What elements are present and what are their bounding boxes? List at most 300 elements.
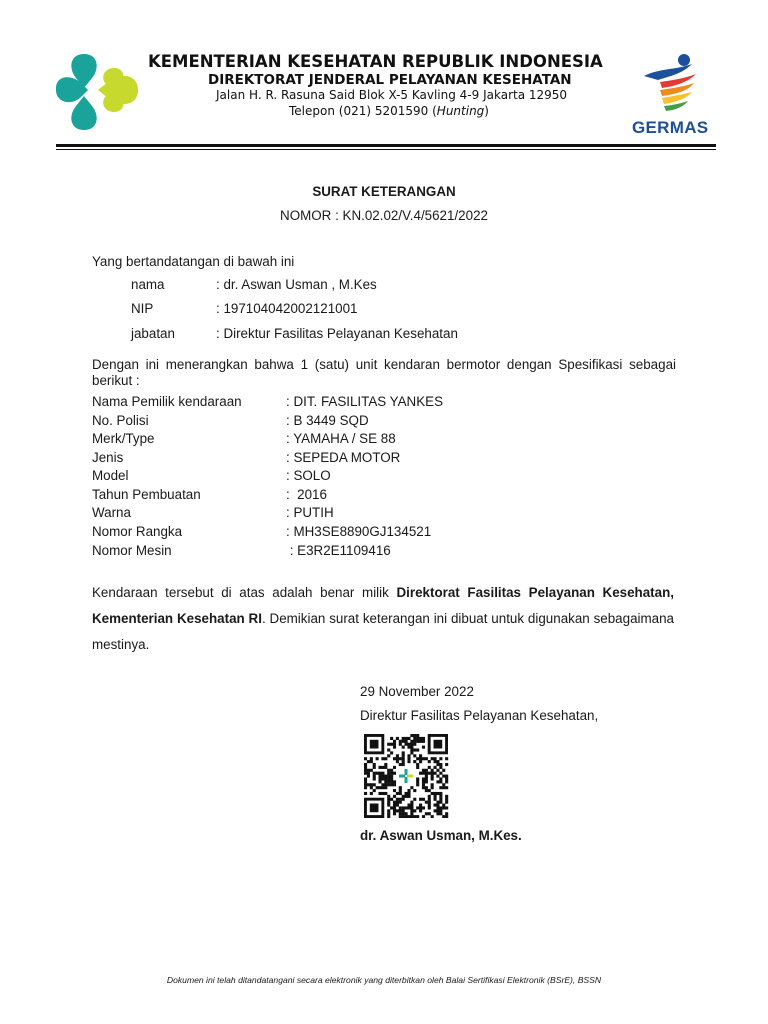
qr-module [434, 772, 437, 775]
qr-module [367, 775, 370, 778]
qr-module [367, 769, 370, 772]
qr-module [413, 740, 416, 743]
qr-module [416, 783, 419, 786]
qr-module [393, 780, 396, 783]
qr-module [416, 757, 419, 760]
qr-module [393, 795, 396, 798]
qr-module [445, 801, 448, 804]
qr-module [390, 777, 393, 780]
qr-module [376, 786, 379, 789]
qr-module [436, 812, 439, 815]
qr-module [439, 795, 442, 798]
qr-module [439, 757, 442, 760]
qr-module [370, 804, 379, 813]
qr-module [407, 789, 410, 792]
vehicle-label: No. Polisi [92, 413, 149, 428]
qr-module [407, 775, 413, 778]
qr-module [422, 783, 425, 786]
qr-module [405, 740, 408, 743]
qr-module [381, 766, 384, 769]
directorate-name: DIREKTORAT JENDERAL PELAYANAN KESEHATAN [208, 72, 572, 88]
qr-module [436, 763, 439, 766]
qr-module [439, 777, 442, 780]
qr-module [384, 777, 387, 780]
qr-module [416, 780, 419, 783]
qr-module [413, 809, 416, 812]
qr-module [364, 766, 367, 769]
qr-module [378, 772, 381, 775]
qr-module [416, 763, 419, 766]
qr-module [364, 772, 367, 775]
qr-module [413, 737, 416, 740]
qr-module [445, 798, 448, 801]
qr-module [422, 772, 425, 775]
qr-module [405, 815, 408, 818]
qr-module [416, 766, 419, 769]
qr-module [439, 766, 442, 769]
qr-module [425, 775, 428, 778]
qr-module [419, 804, 422, 807]
letter-title: SURAT KETERANGAN [312, 184, 456, 199]
qr-module [399, 757, 402, 760]
qr-module [399, 812, 402, 815]
qr-module [407, 804, 410, 807]
qr-module [373, 789, 376, 792]
qr-module [407, 760, 410, 763]
qr-module [425, 772, 428, 775]
qr-module [428, 795, 431, 798]
qr-module [410, 746, 413, 749]
qr-module [416, 806, 419, 809]
qr-module [410, 734, 413, 737]
qr-module [439, 780, 442, 783]
qr-module [399, 775, 405, 778]
qr-module [387, 804, 390, 807]
vehicle-value: : E3R2E1109416 [286, 543, 391, 558]
e-signature-qr-code [364, 734, 452, 818]
qr-module [425, 812, 428, 815]
qr-module [387, 812, 390, 815]
qr-module [422, 769, 425, 772]
qr-module [434, 740, 443, 749]
signer-value: : 197104042002121001 [216, 301, 358, 316]
qr-module [384, 780, 387, 783]
vehicle-value: : SOLO [286, 468, 331, 483]
qr-module [390, 751, 393, 754]
qr-module [373, 775, 376, 778]
qr-module [445, 806, 448, 809]
qr-module [434, 760, 437, 763]
qr-module [405, 743, 408, 746]
qr-module [378, 786, 381, 789]
qr-module [410, 751, 413, 754]
qr-module [390, 780, 393, 783]
qr-module [422, 757, 425, 760]
qr-module [384, 792, 387, 795]
qr-module [373, 763, 376, 766]
qr-module [419, 798, 422, 801]
qr-module [402, 754, 405, 757]
qr-module [431, 757, 434, 760]
qr-module [402, 760, 405, 763]
qr-module [416, 815, 419, 818]
qr-module [367, 760, 370, 763]
esign-footer-note: Dokumen ini telah ditandatangani secara elektronik yang diterbitkan oleh Balai Sertifikasi Elektronik (BSrE), BSSN [166, 975, 602, 985]
signer-label: NIP [131, 301, 154, 316]
qr-module [436, 780, 439, 783]
qr-module [425, 769, 428, 772]
qr-module [413, 734, 416, 737]
qr-module [364, 769, 367, 772]
qr-module [439, 792, 442, 795]
qr-module [428, 806, 431, 809]
qr-module [405, 812, 408, 815]
qr-module [396, 801, 399, 804]
qr-module [370, 740, 379, 749]
qr-module [428, 766, 431, 769]
qr-module [373, 772, 376, 775]
qr-module [442, 815, 445, 818]
qr-module [402, 798, 405, 801]
qr-module [384, 775, 387, 778]
qr-module [407, 754, 410, 757]
qr-module [422, 786, 425, 789]
qr-module [384, 783, 387, 786]
vehicle-value: : PUTIH [286, 505, 334, 520]
qr-module [425, 780, 428, 783]
qr-module [387, 809, 390, 812]
qr-module [439, 786, 442, 789]
qr-module [399, 743, 402, 746]
qr-module [431, 786, 434, 789]
qr-module [419, 760, 422, 763]
qr-module [399, 789, 402, 792]
qr-module [442, 786, 445, 789]
vehicle-value: : 2016 [286, 487, 327, 502]
qr-module [396, 760, 399, 763]
qr-module [431, 792, 434, 795]
qr-module [390, 743, 393, 746]
qr-module [370, 769, 373, 772]
qr-module [405, 737, 408, 740]
qr-module [399, 809, 402, 812]
qr-module [364, 783, 367, 786]
qr-module [393, 806, 396, 809]
qr-module [413, 789, 416, 792]
qr-module [422, 815, 425, 818]
qr-module [410, 806, 413, 809]
qr-module [419, 737, 422, 740]
qr-module [390, 737, 393, 740]
qr-module [445, 795, 448, 798]
qr-module [413, 815, 416, 818]
intro-line: Yang bertandatangan di bawah ini [92, 254, 295, 269]
qr-module [399, 815, 402, 818]
qr-module [370, 786, 373, 789]
qr-module [428, 798, 431, 801]
qr-module [431, 815, 434, 818]
signer-value: : Direktur Fasilitas Pelayanan Kesehatan [216, 326, 458, 341]
qr-module [384, 766, 387, 769]
qr-module [413, 798, 416, 801]
vehicle-label: Tahun Pembuatan [92, 487, 201, 502]
qr-module [387, 769, 390, 772]
qr-module [436, 809, 439, 812]
qr-module [410, 743, 413, 746]
qr-module [405, 806, 408, 809]
qr-module [396, 809, 399, 812]
qr-module [381, 772, 384, 775]
qr-module [436, 775, 439, 778]
vehicle-label: Nomor Mesin [92, 543, 172, 558]
qr-module [396, 757, 399, 760]
phone-note: Hunting [436, 104, 485, 118]
qr-module [410, 809, 413, 812]
qr-module [390, 806, 393, 809]
qr-module [410, 801, 413, 804]
qr-module [445, 780, 448, 783]
vehicle-value: : MH3SE8890GJ134521 [286, 524, 432, 539]
qr-module [378, 777, 381, 780]
vehicle-label: Nomor Rangka [92, 524, 183, 539]
qr-module [402, 815, 405, 818]
qr-module [425, 757, 428, 760]
phone-line [289, 104, 489, 118]
qr-module [376, 757, 379, 760]
qr-module [436, 806, 439, 809]
qr-module [428, 772, 431, 775]
qr-module [393, 812, 396, 815]
qr-module [428, 760, 431, 763]
qr-module [381, 792, 384, 795]
qr-module [376, 772, 379, 775]
qr-module [431, 783, 434, 786]
qr-module [393, 743, 396, 746]
qr-module [434, 792, 437, 795]
closing-text-2: . Demikian surat keterangan ini dibuat untuk digunakan sebagaimana mestinya. [92, 611, 674, 652]
qr-module [419, 809, 422, 812]
qr-module [381, 757, 384, 760]
qr-module [428, 789, 431, 792]
qr-module [390, 798, 393, 801]
qr-module [399, 798, 402, 801]
qr-module [370, 757, 373, 760]
qr-module [431, 775, 434, 778]
qr-module [439, 772, 442, 775]
qr-module [370, 760, 373, 763]
qr-module [419, 772, 422, 775]
qr-module [428, 812, 431, 815]
qr-module [381, 786, 384, 789]
qr-module [367, 772, 370, 775]
signer-name: dr. Aswan Usman, M.Kes. [360, 828, 522, 843]
qr-module [396, 792, 399, 795]
qr-module [422, 806, 425, 809]
vehicle-value: : B 3449 SQD [286, 413, 369, 428]
qr-module [393, 740, 396, 743]
qr-module [384, 757, 387, 760]
qr-module [422, 746, 425, 749]
qr-module [396, 798, 399, 801]
qr-module [387, 783, 390, 786]
qr-module [410, 815, 413, 818]
qr-module [436, 760, 439, 763]
qr-module [387, 772, 390, 775]
qr-module [364, 792, 367, 795]
qr-module [416, 740, 419, 743]
qr-module [387, 743, 390, 746]
qr-module [416, 777, 419, 780]
closing-paragraph [92, 580, 674, 658]
qr-module [393, 804, 396, 807]
qr-module [396, 804, 399, 807]
qr-module [442, 804, 445, 807]
qr-module [434, 757, 437, 760]
qr-module [425, 789, 428, 792]
qr-module [402, 806, 405, 809]
ministry-name: KEMENTERIAN KESEHATAN REPUBLIK INDONESIA [148, 52, 603, 71]
qr-module [393, 789, 396, 792]
qr-module [387, 798, 390, 801]
qr-module [402, 763, 405, 766]
qr-module [445, 775, 448, 778]
signer-label: nama [131, 277, 165, 292]
vehicle-label: Merk/Type [92, 431, 155, 446]
qr-module [407, 743, 410, 746]
qr-module [370, 792, 373, 795]
qr-module [402, 757, 405, 760]
vehicle-value: : SEPEDA MOTOR [286, 450, 401, 465]
qr-module [387, 777, 390, 780]
qr-module [431, 777, 434, 780]
closing-owner: Direktorat Fasilitas Pelayanan Kesehatan, Kementerian Kesehatan RI [92, 585, 674, 626]
qr-module [425, 786, 428, 789]
qr-module [399, 801, 402, 804]
qr-module [405, 769, 408, 775]
qr-module [407, 795, 410, 798]
qr-module [422, 798, 425, 801]
qr-module [413, 754, 416, 757]
qr-module [387, 754, 390, 757]
qr-module [364, 786, 367, 789]
qr-module [393, 757, 396, 760]
qr-module [402, 795, 405, 798]
letter-number: NOMOR : KN.02.02/V.4/5621/2022 [280, 208, 488, 223]
qr-module [393, 746, 396, 749]
qr-module [419, 754, 422, 757]
qr-module [431, 769, 434, 772]
qr-module [399, 792, 402, 795]
qr-module [445, 786, 448, 789]
qr-module [407, 757, 410, 760]
qr-module [390, 772, 393, 775]
qr-module [399, 806, 402, 809]
qr-module [367, 783, 370, 786]
signer-label: jabatan [131, 326, 175, 341]
qr-module [436, 801, 439, 804]
qr-module [425, 801, 428, 804]
qr-module [442, 775, 445, 778]
qr-module [436, 769, 439, 772]
qr-module [393, 766, 396, 769]
vehicle-label: Model [92, 468, 129, 483]
qr-module [378, 780, 381, 783]
qr-module [370, 783, 373, 786]
qr-module [381, 775, 384, 778]
qr-module [402, 740, 405, 743]
address-line: Jalan H. R. Rasuna Said Blok X-5 Kavling 4-9 Jakarta 12950 [216, 88, 568, 102]
qr-module [431, 772, 434, 775]
qr-module [434, 809, 437, 812]
qr-module [439, 798, 442, 801]
qr-module [410, 748, 413, 751]
vehicle-value: : DIT. FASILITAS YANKES [286, 394, 444, 409]
qr-module [402, 809, 405, 812]
qr-module [387, 795, 390, 798]
qr-module [402, 812, 405, 815]
qr-module [410, 804, 413, 807]
qr-module [436, 792, 439, 795]
qr-module [442, 806, 445, 809]
qr-module [405, 792, 408, 795]
qr-module [405, 795, 408, 798]
qr-module [373, 766, 376, 769]
qr-module [364, 757, 367, 760]
qr-module [419, 806, 422, 809]
qr-module [378, 792, 381, 795]
qr-module [384, 763, 387, 766]
qr-module [393, 809, 396, 812]
qr-module [416, 737, 419, 740]
qr-module [390, 769, 393, 772]
qr-module [387, 748, 390, 751]
qr-module [393, 772, 396, 775]
qr-module [396, 737, 399, 740]
qr-module [439, 801, 442, 804]
qr-module [390, 783, 393, 786]
qr-module [373, 783, 376, 786]
qr-module [399, 786, 402, 789]
qr-module [434, 798, 437, 801]
qr-module [416, 734, 419, 737]
qr-module [436, 804, 439, 807]
qr-module [428, 801, 431, 804]
qr-module [399, 740, 402, 743]
qr-module [405, 777, 408, 783]
qr-module [399, 763, 402, 766]
kemenkes-logo [54, 50, 140, 136]
germas-logo [630, 50, 716, 140]
qr-module [445, 812, 448, 815]
qr-module [413, 743, 416, 746]
qr-module [410, 812, 413, 815]
qr-module [393, 783, 396, 786]
qr-module [387, 775, 390, 778]
qr-module [407, 737, 410, 740]
qr-module [442, 783, 445, 786]
qr-module [439, 763, 442, 766]
qr-module [387, 815, 390, 818]
qr-module [378, 766, 381, 769]
closing-text-1: Kendaraan tersebut di atas adalah benar milik [92, 585, 397, 600]
qr-module [387, 780, 390, 783]
qr-module [407, 792, 410, 795]
qr-module [422, 737, 425, 740]
qr-module [445, 777, 448, 780]
phone-suffix: ) [484, 104, 489, 118]
qr-module [402, 751, 405, 754]
qr-module [402, 746, 405, 749]
